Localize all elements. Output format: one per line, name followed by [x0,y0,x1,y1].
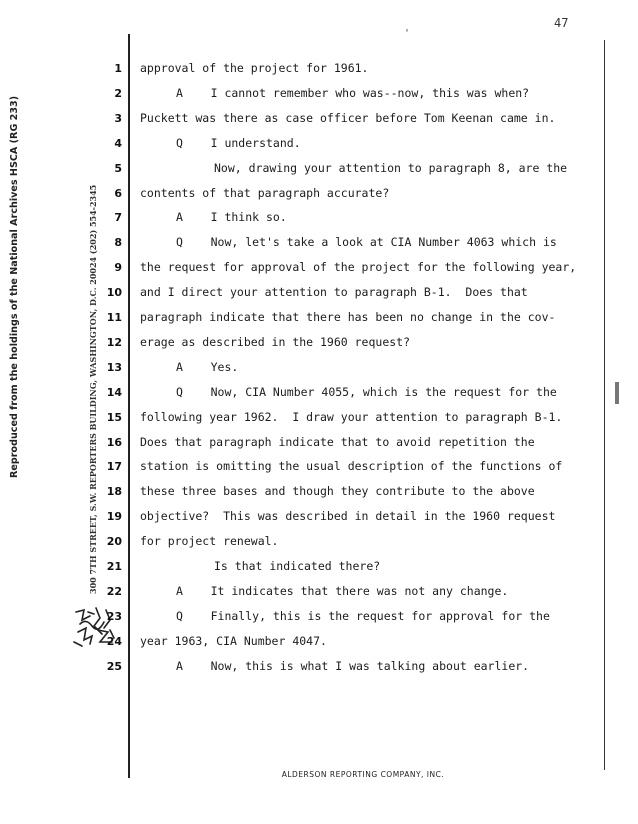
right-margin-rule [604,40,605,770]
line-number: 18 [106,485,122,499]
line-number: 24 [106,634,122,648]
line-text: and I direct your attention to paragraph B-1. Does that [140,285,528,300]
line-text: A I cannot remember who was--now, this was when? [176,85,530,100]
line-number: 13 [106,360,122,374]
line-text: the request for approval of the project for the following year, [140,260,577,275]
line-text: contents of that paragraph accurate? [140,185,390,200]
line-text: Q Now, let's take a look at CIA Number 4063 which is [176,235,557,250]
line-number: 20 [106,535,122,549]
transcript-line [0,407,604,431]
transcript-line [0,232,604,256]
line-number: 10 [106,286,122,300]
transcript-line [0,481,604,505]
transcript-line [0,581,604,605]
line-text: station is omitting the usual description of the functions of [140,459,563,474]
line-number: 16 [106,435,122,449]
line-text: A It indicates that there was not any change. [176,583,509,598]
line-text: Is that indicated there? [214,559,381,573]
transcript-line [0,606,604,630]
transcript-line [0,257,604,281]
line-text: Q I understand. [176,135,301,150]
footer: ALDERSON REPORTING COMPANY, INC. [281,770,445,779]
transcript-line [0,307,604,331]
transcript-line [0,506,604,530]
line-text: approval of the project for 1961. [140,61,369,75]
line-text: year 1963, CIA Number 4047. [140,633,327,648]
transcript-line [0,456,604,480]
line-number: 15 [106,410,122,424]
line-number: 12 [106,335,122,349]
line-text: Puckett was there as case officer before Tom Keenan came in. [140,110,556,125]
line-number: 5 [114,161,122,175]
line-number: 22 [106,584,122,598]
line-text: paragraph indicate that there has been no change in the cov- [140,310,556,324]
line-text: A Now, this is what I was talking about earlier. [176,658,530,673]
transcript-line [0,158,604,182]
transcript-line [0,282,604,306]
line-number: 4 [114,136,122,150]
line-number: 21 [106,560,122,573]
line-text: erage as described in the 1960 request? [140,334,411,349]
stray-mark: ' [404,28,411,39]
transcript-line [0,382,604,406]
transcript-line [0,357,604,381]
transcript-line [0,656,604,680]
line-number: 3 [114,111,122,125]
line-number: 25 [106,659,122,673]
reporter-address: 300 7TH STREET, S.W. REPORTERS BUILDING, WASHINGTON, D.C. 20024 (202) 554-2345 [88,184,98,594]
transcript-line [0,332,604,356]
line-number: 7 [114,211,122,225]
transcript-line [0,531,604,555]
transcript-line [0,133,604,157]
archive-notice: Reproduced from the holdings of the National Archives HSCA (RG 233) [9,95,20,478]
line-number: 17 [106,460,122,474]
line-text: Q Finally, this is the request for approval for the [176,608,550,623]
line-text: A I think so. [176,210,287,225]
margin-mark [615,382,619,404]
transcript-line [0,556,604,580]
transcript-line [0,207,604,231]
line-number: 2 [114,86,122,100]
transcript-line [0,58,604,82]
line-text: these three bases and though they contribute to the above [140,484,535,499]
transcript-line [0,83,604,107]
transcript-line [0,432,604,456]
line-text: for project renewal. [140,534,279,549]
line-number: 14 [106,385,122,399]
line-number: 1 [114,62,122,75]
line-text: objective? This was described in detail in the 1960 request [140,509,556,524]
line-number: 23 [106,609,122,623]
line-text: Q Now, CIA Number 4055, which is the request for the [176,384,557,399]
line-text: following year 1962. I draw your attention to paragraph B-1. [140,409,563,424]
line-number: 11 [106,311,122,324]
line-number: 8 [114,236,122,250]
line-number: 19 [106,510,122,524]
line-text: Does that paragraph indicate that to avoid repetition the [140,434,535,449]
line-text: A Yes. [176,359,239,374]
line-number: 9 [114,261,122,275]
transcript-line [0,183,604,207]
page-number: 47 [554,16,569,30]
transcript-line [0,108,604,132]
line-number: 6 [114,186,122,200]
line-text: Now, drawing your attention to paragraph 8, are the [214,160,568,175]
transcript-line [0,631,604,655]
